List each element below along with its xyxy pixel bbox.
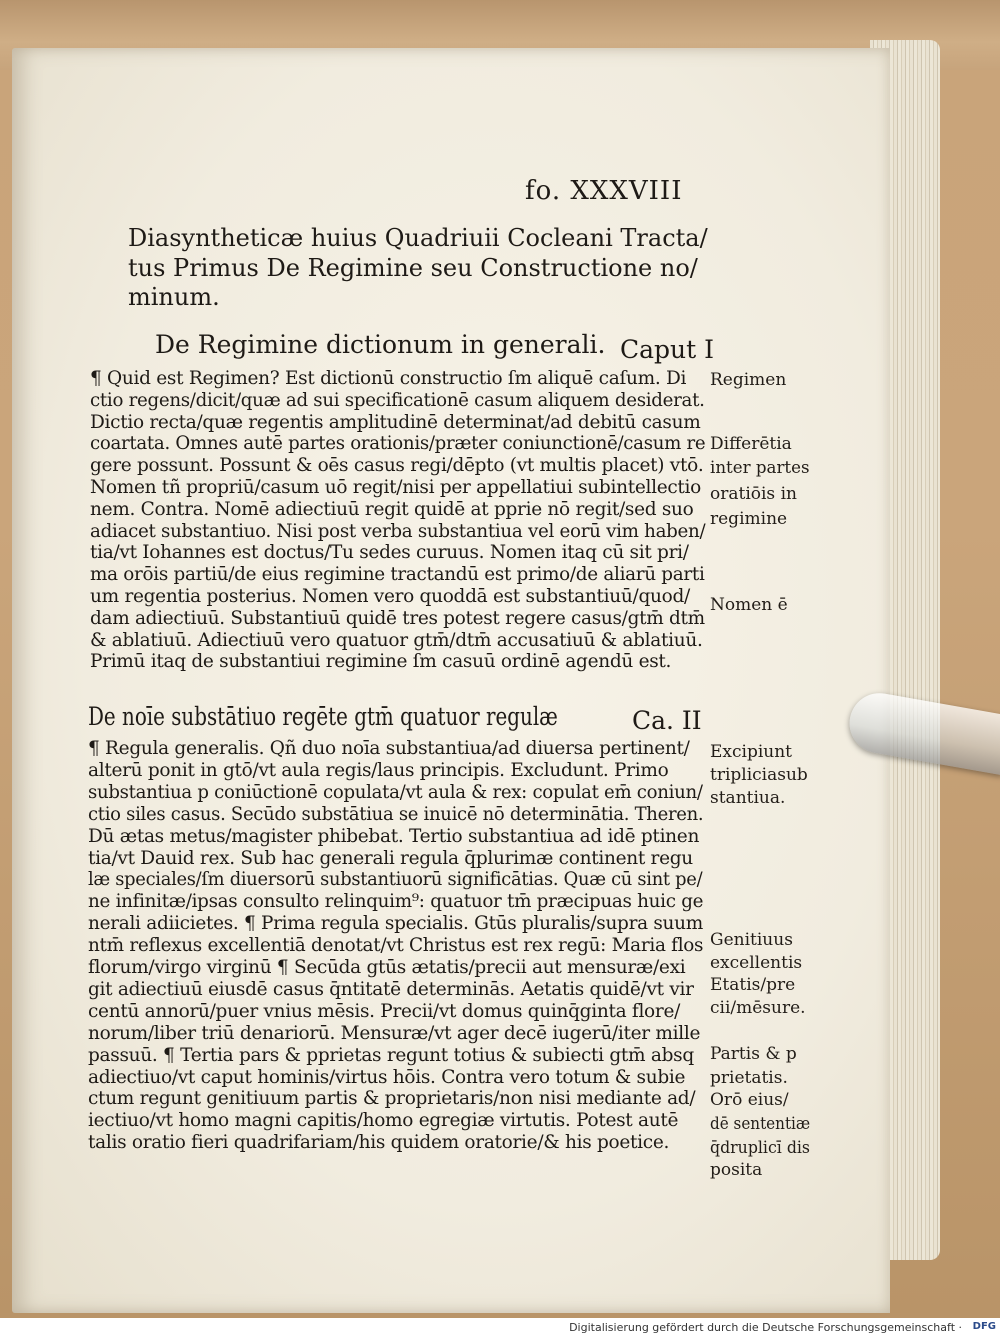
- text-line: nem. Contra. Nomē adiectiuū regit quidē at pprie nō regit/sed suo: [90, 498, 694, 520]
- marginal-note: q̄druplicī dis: [710, 1138, 811, 1158]
- text-line: substantiua p coniūctionē copulata/vt aula & rex: copulat em̄ coniun/: [88, 781, 703, 803]
- marginal-note: Nomen ē: [710, 595, 788, 615]
- funding-credit: Digitalisierung gefördert durch die Deutsche Forschungsgemeinschaft ·: [569, 1321, 962, 1334]
- chapter-heading: De Regimine dictionum in generali.: [155, 330, 606, 359]
- text-line: florum/virgo virginū ¶ Secūda gtūs ætatis/precii aut mensuræ/exi: [88, 957, 686, 978]
- text-line: adiacet substantiuo. Nisi post verba substantiua vel eorū vim haben/: [90, 520, 706, 542]
- marginal-note: oratiōis in: [710, 484, 797, 504]
- chapter-heading: De noīe substātiuo regēte gtm̄ quatuor regulæ: [88, 702, 558, 731]
- marginal-note: inter partes: [710, 458, 810, 478]
- marginal-note: prietatis.: [710, 1068, 788, 1088]
- marginal-note: Regimen: [710, 370, 787, 390]
- marginal-note: Genitiuus: [710, 930, 793, 950]
- text-line: Dictio recta/quæ regentis amplitudinē determinat/ad debitū casum: [90, 411, 701, 433]
- text-line: Nomen tñ propriū/casum uō regit/nisi per appellatiui subintellectio: [90, 477, 702, 498]
- text-line: nerali adiicietes. ¶ Prima regula specialis. Gtūs pluralis/supra suum: [88, 913, 703, 935]
- text-line: norum/liber triū denariorū. Mensuræ/vt ager decē iugerū/iter mille: [88, 1022, 701, 1044]
- text-line: Dū ætas metus/magister phibebat. Tertio substantiua ad idē ptinen: [88, 825, 700, 847]
- text-line: & ablatiuū. Adiectiuū vero quatuor gtm̄/dtm̄ accusatiuū & ablatiuū.: [90, 629, 703, 651]
- text-line: læ speciales/ſm diuersorū substantiuorū significātias. Quæ cū sint pe/: [88, 869, 703, 891]
- marginal-note: Orō eius/: [710, 1090, 789, 1110]
- footer-bar: [0, 1318, 1000, 1337]
- text-line: ma orōis partiū/de eius regimine tractandū est primo/de aliarū parti: [90, 564, 705, 586]
- text-line: centū annorū/puer vnius mēsis. Precii/vt domus quinq̄ginta flore/: [88, 1000, 681, 1022]
- text-line: gere possunt. Possunt & oēs casus regi/dēpto (vt multis placet) vtō.: [90, 455, 704, 477]
- text-line: coartata. Omnes autē partes orationis/præter coniunctionē/casum re: [90, 433, 706, 455]
- marginal-note: tripliciasub: [710, 765, 808, 785]
- marginal-note: Etatis/pre: [710, 975, 796, 995]
- text-line: ne infinitæ/ipsas consulto relinquim⁹: quatuor tm̄ præcipuas huic ge: [88, 891, 704, 913]
- marginal-note: cii/mēsure.: [710, 998, 806, 1018]
- text-line: Primū itaq de substantiui regimine ſm casuū ordinē agendū est.: [90, 651, 672, 673]
- chapter-label: Caput I: [620, 335, 715, 364]
- marginal-note: dē sententiæ: [710, 1114, 811, 1134]
- text-line: ¶ Regula generalis. Qñ duo noīa substantiua/ad diuersa pertinent/: [88, 738, 690, 759]
- marginal-note: posita: [710, 1160, 763, 1180]
- text-line: dam adiectiuū. Substantiuū quidē tres potest regere casus/gtm̄ dtm̄: [90, 607, 705, 629]
- text-line: ctum regunt genitiuum partis & proprietaris/non nisi mediante ad/: [88, 1088, 696, 1110]
- marginal-note: regimine: [710, 509, 788, 529]
- treatise-title-line: Diasyntheticæ huius Quadriuii Cocleani Tracta/: [128, 224, 708, 252]
- text-line: ctio siles casus. Secūdo substātiua se inuicē nō determinātia. Theren.: [88, 803, 704, 825]
- dfg-logo: DFG: [972, 1321, 996, 1332]
- text-line: talis oratio fieri quadrifariam/his quidem oratorie/& his poetice.: [88, 1132, 670, 1154]
- text-line: ntm̄ reflexus excellentiā denotat/vt Christus est rex regū: Maria flos: [88, 935, 704, 957]
- text-line: tia/vt Dauid rex. Sub hac generali regula q̄plurimæ continent regu: [88, 847, 693, 869]
- text-line: alterū ponit in gtō/vt aula regis/laus principis. Excludunt. Primo: [88, 759, 669, 781]
- treatise-title-line: minum.: [128, 283, 220, 311]
- marginal-note: excellentis: [710, 953, 803, 973]
- text-line: iectiuo/vt homo magni capitis/homo egregiæ virtutis. Potest autē: [88, 1110, 679, 1132]
- text-line: adiectiuo/vt caput hominis/virtus hōis. Contra vero totum & subie: [88, 1066, 686, 1088]
- text-line: ¶ Quid est Regimen? Est dictionū constructio ſm aliquē caſum. Di: [90, 368, 687, 389]
- chapter-label: Ca. II: [632, 706, 702, 735]
- marginal-note: Partis & p: [710, 1044, 797, 1064]
- marginal-note: stantiua.: [710, 788, 786, 808]
- folio-number: fo. XXXVIII: [525, 176, 683, 206]
- text-line: passuū. ¶ Tertia pars & pprietas regunt totius & subiecti gtm̄ absq: [88, 1044, 694, 1066]
- marginal-note: Excipiunt: [710, 742, 793, 762]
- text-line: tia/vt Iohannes est doctus/Tu sedes curuus. Nomen itaq cū sit pri/: [90, 542, 689, 564]
- marginal-note: Differētia: [710, 434, 792, 454]
- text-line: um regentia posterius. Nomen vero quoddā est substantiuū/quod/: [90, 586, 690, 607]
- treatise-title-line: tus Primus De Regimine seu Constructione no/: [128, 254, 698, 282]
- text-line: git adiectiuū eiusdē casus q̄ntitatē determinās. Aetatis quidē/vt vir: [88, 978, 694, 1000]
- text-line: ctio regens/dicit/quæ ad sui specificationē casum aliquem desiderat.: [90, 389, 705, 411]
